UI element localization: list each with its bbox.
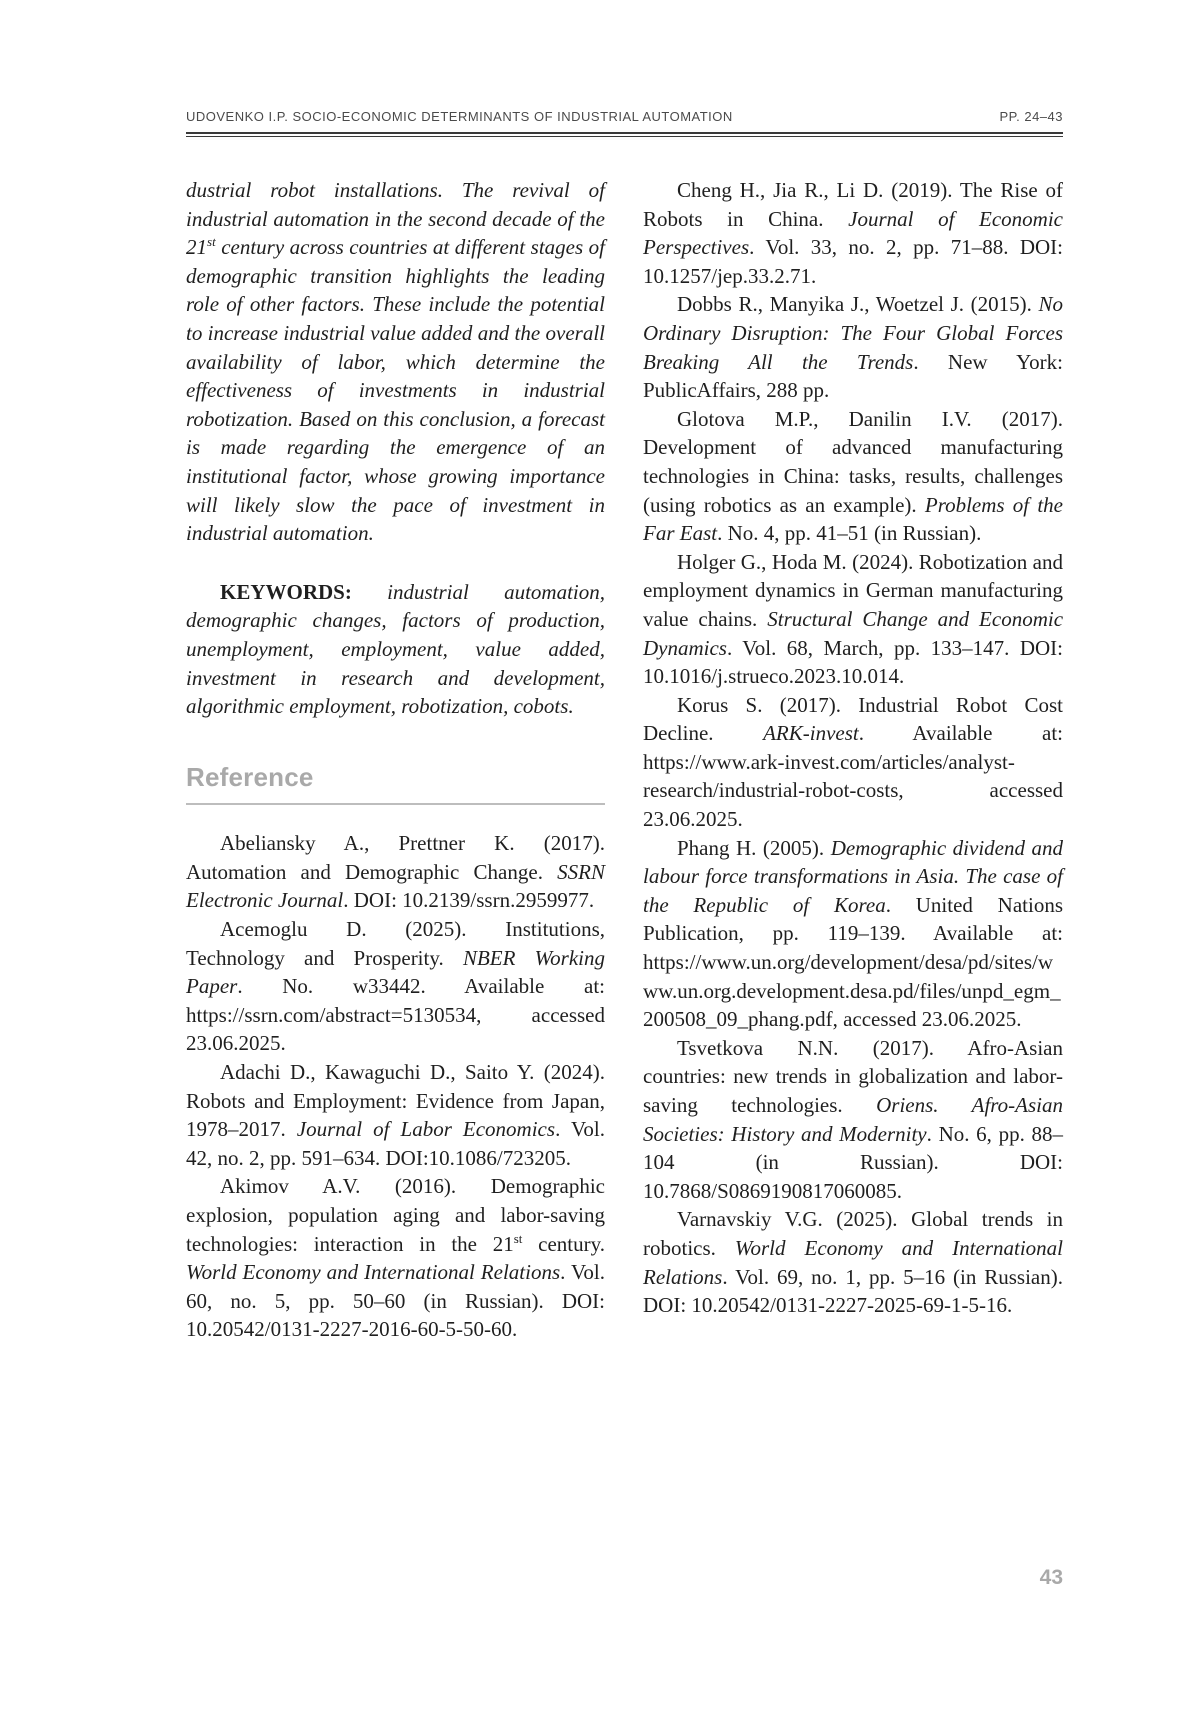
reference-entry: Cheng H., Jia R., Li D. (2019). The Rise of Robots in China. Journal of Economic Perspectives. Vol. 33, no. 2, pp. 71–88. DOI: 10.1257/jep.33.2.71. (643, 178, 1063, 288)
reference-entry: Glotova M.P., Danilin I.V. (2017). Development of advanced manufacturing technologies in China: tasks, results, challenges (using robotics as an example). Problems of the Far East. No. 4, pp. 41–51 (in Russian). (643, 406, 1063, 546)
reference-entry: Varnavskiy V.G. (2025). Global trends in robotics. World Economy and International Relations. Vol. 69, no. 1, pp. 5–16 (in Russian). DOI: 10.20542/0131-2227-2025-69-1-5-16. (643, 1207, 1063, 1318)
reference-entry: Abeliansky A., Prettner K. (2017). Automation and Demographic Change. SSRN Electronic Journal. DOI: 10.2139/ssrn.2959977. (186, 831, 605, 913)
reference-list-left (186, 829, 605, 1344)
reference-divider (186, 803, 605, 805)
running-title: UDOVENKO I.P. SOCIO-ECONOMIC DETERMINANTS OF INDUSTRIAL AUTOMATION (186, 109, 733, 124)
reference-entry: Tsvetkova N.N. (2017). Afro-Asian countries: new trends in globalization and labor-saving technologies. Oriens. Afro-Asian Societies: History and Modernity. No. 6, pp. 88–104 (in Russian). DOI: 10.7868/S0869190817060085. (643, 1035, 1064, 1203)
reference-entry: Dobbs R., Manyika J., Woetzel J. (2015). No Ordinary Disruption: The Four Global Forces Breaking All the Trends. New York: PublicAffairs, 288 pp. (643, 292, 1063, 403)
keywords-paragraph: KEYWORDS: industrial automation, demographic changes, factors of production, unemployment, employment, value added, investment in research and development, algorithmic employment, robotization, cobots. (186, 579, 605, 719)
reference-entry: Adachi D., Kawaguchi D., Saito Y. (2024). Robots and Employment: Evidence from Japan, 1978–2017. Journal of Labor Economics. Vol. 42, no. 2, pp. 591–634. DOI:10.1086/723205. (186, 1060, 606, 1170)
abstract-continuation-paragraph: dustrial robot installations. The revival of industrial automation in the second decade of the 21st century across countries at different stages of demographic transition highlights the leading role of other factors. These include the potential to increase industrial value added and the overall availability of labor, which determine the effectiveness of investments in industrial robotization. Based on this conclusion, a forecast is made regarding the emergence of an institutional factor, whose growing importance will likely slow the pace of investment in industrial automation. (186, 178, 605, 546)
reference-heading: Reference (186, 761, 314, 792)
reference-entry: Holger G., Hoda M. (2024). Robotization and employment dynamics in German manufacturing value chains. Structural Change and Economic Dynamics. Vol. 68, March, pp. 133–147. DOI: 10.1016/j.strueco.2023.10.014. (643, 549, 1064, 689)
page-range: PP. 24–43 (999, 109, 1063, 124)
page-number: 43 (1039, 1566, 1063, 1589)
running-header (186, 109, 1063, 124)
reference-entry: Phang H. (2005). Demographic dividend and labour force transformations in Asia. The case of the Republic of Korea. United Nations Publication, pp. 119–139. Available at: https://www.un.org/development/desa/pd/sites/www.un.org.development.desa.pd/files/unpd_egm_200508_09_phang.pdf, accessed 23.06.2025. (643, 835, 1063, 1032)
two-column-body (186, 176, 1063, 1344)
right-column (643, 176, 1063, 1344)
reference-entry: Akimov A.V. (2016). Demographic explosion, population aging and labor-saving technologies: interaction in the 21st century. World Economy and International Relations. Vol. 60, no. 5, pp. 50–60 (in Russian). DOI: 10.20542/0131-2227-2016-60-5-50-60. (186, 1174, 605, 1342)
header-divider (186, 132, 1063, 137)
left-column (186, 176, 605, 1344)
reference-entry: Acemoglu D. (2025). Institutions, Technology and Prosperity. NBER Working Paper. No. w33442. Available at: https://ssrn.com/abstract=5130534, accessed 23.06.2025. (186, 917, 606, 1056)
reference-list-right (643, 176, 1063, 1320)
reference-entry: Korus S. (2017). Industrial Robot Cost Decline. ARK-invest. Available at: https://www.ark-invest.com/articles/analyst-research/industrial-robot-costs, accessed 23.06.2025. (643, 692, 1064, 832)
